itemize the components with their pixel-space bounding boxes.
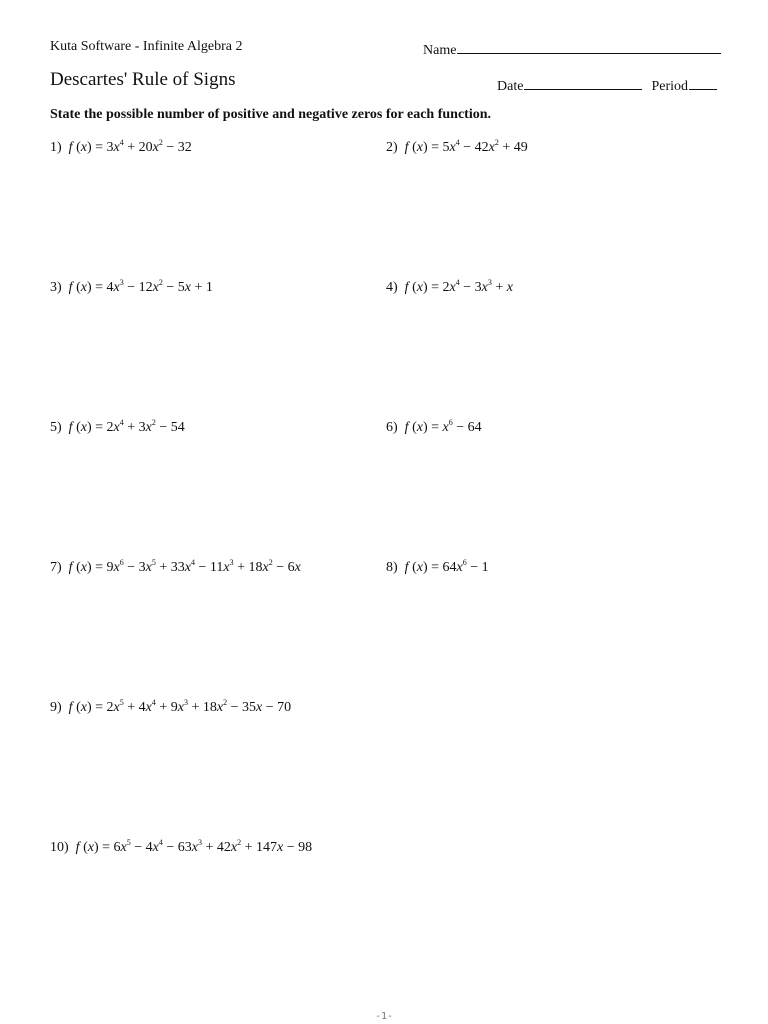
problem-number: 2): [386, 140, 398, 155]
problem-1: [50, 140, 192, 156]
name-field[interactable]: [423, 39, 721, 59]
problem-equation: f $(x) = 64x^6 - 1$: [404, 558, 489, 575]
problem-number: 9): [50, 700, 62, 715]
problem-5: [50, 420, 185, 436]
problem-equation: f $(x) = 2x^4 - 3x^3 + x$: [404, 278, 513, 295]
name-label: Name: [423, 43, 457, 58]
problem-7: [50, 560, 301, 576]
problem-4: [386, 280, 513, 296]
problem-equation: f $(x) = 3x^4 + 20x^2 - 32$: [68, 138, 192, 155]
problem-number: 6): [386, 420, 398, 435]
problem-number: 5): [50, 420, 62, 435]
problem-6: [386, 420, 482, 436]
problem-number: 10): [50, 840, 69, 855]
date-blank-line[interactable]: [524, 75, 642, 90]
problem-8: [386, 560, 489, 576]
problem-equation: f $(x) = 4x^3 - 12x^2 - 5x + 1$: [68, 278, 213, 295]
date-period-fields[interactable]: [497, 75, 717, 95]
date-label: Date: [497, 79, 524, 94]
problem-number: 8): [386, 560, 398, 575]
worksheet-title: Descartes' Rule of Signs: [50, 69, 236, 90]
problem-number: 4): [386, 280, 398, 295]
problem-equation: f $(x) = x^6 - 64$: [404, 418, 482, 435]
problem-number: 7): [50, 560, 62, 575]
problem-number: 1): [50, 140, 62, 155]
problem-9: [50, 700, 291, 716]
instructions: State the possible number of positive and negative zeros for each function.: [50, 107, 491, 122]
problem-3: [50, 280, 213, 296]
problem-equation: f $(x) = 6x^5 - 4x^4 - 63x^3 + 42x^2 + 147x - 98$: [75, 838, 313, 855]
problem-equation: f $(x) = 2x^4 + 3x^2 - 54$: [68, 418, 185, 435]
period-label: Period: [651, 79, 688, 94]
problem-10: [50, 840, 312, 856]
publisher-label: Kuta Software - Infinite Algebra 2: [50, 39, 243, 54]
problem-equation: f $(x) = 2x^5 + 4x^4 + 9x^3 + 18x^2 - 35x - 70$: [68, 698, 292, 715]
problem-2: [386, 140, 528, 156]
problem-equation: f $(x) = 5x^4 - 42x^2 + 49$: [404, 138, 528, 155]
name-blank-line[interactable]: [457, 39, 721, 54]
page-number: -1-: [374, 1011, 394, 1022]
period-blank-line[interactable]: [689, 75, 717, 90]
problem-equation: f $(x) = 9x^6 - 3x^5 + 33x^4 - 11x^3 + 18x^2 - 6x$: [68, 558, 301, 575]
problem-number: 3): [50, 280, 62, 295]
